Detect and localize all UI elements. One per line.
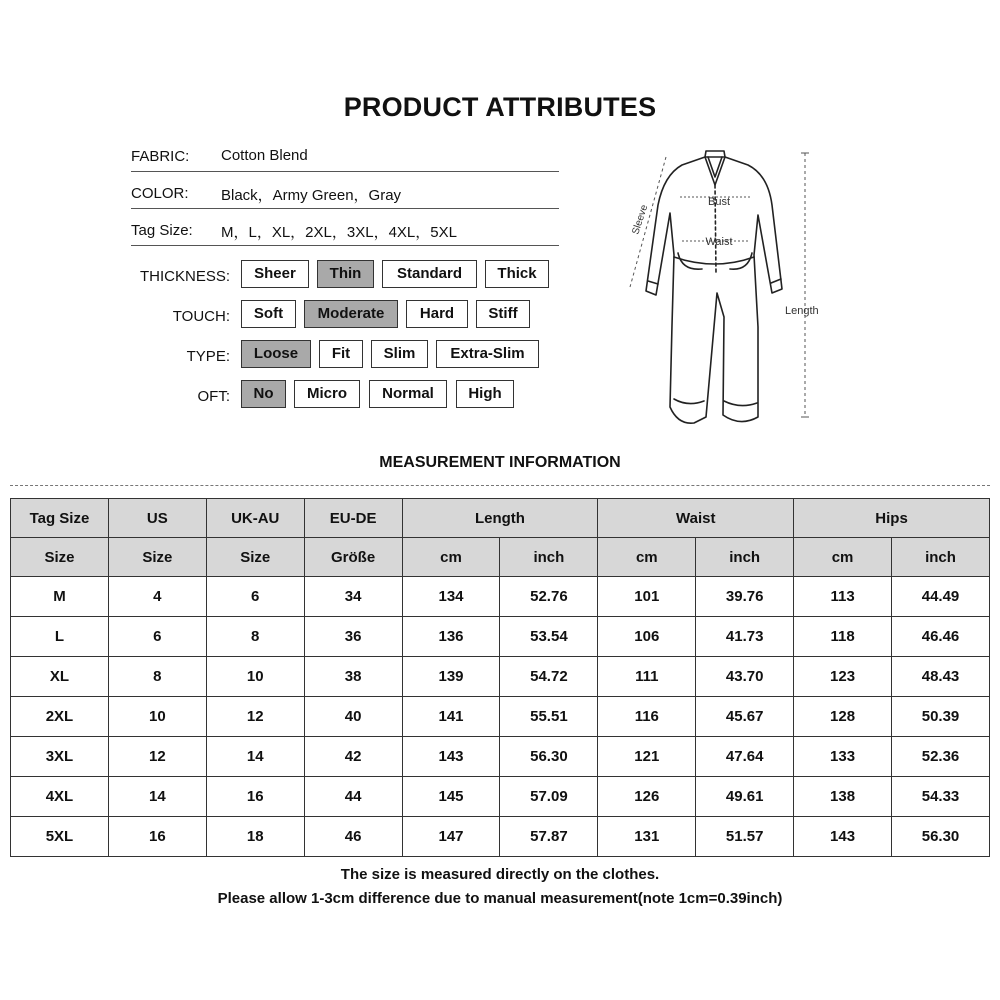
- table-subheader-cell: cm: [794, 538, 892, 577]
- table-cell: 49.61: [696, 777, 794, 817]
- table-cell: 57.87: [500, 817, 598, 857]
- table-cell: 44.49: [892, 577, 990, 617]
- table-cell: 4XL: [11, 777, 109, 817]
- table-cell: 5XL: [11, 817, 109, 857]
- table-cell: 16: [108, 817, 206, 857]
- table-subheader-cell: cm: [598, 538, 696, 577]
- table-cell: 51.57: [696, 817, 794, 857]
- bust-label: Bust: [707, 196, 731, 208]
- table-cell: 52.76: [500, 577, 598, 617]
- table-cell: 34: [304, 577, 402, 617]
- table-cell: 46: [304, 817, 402, 857]
- table-cell: 54.33: [892, 777, 990, 817]
- table-cell: 126: [598, 777, 696, 817]
- attr-value: M，L，XL，2XL，3XL，4XL，5XL: [221, 224, 457, 241]
- table-row: [11, 657, 990, 697]
- waist-label: Waist: [705, 236, 733, 248]
- note-line-2: Please allow 1-3cm difference due to manual measurement(note 1cm=0.39inch): [217, 890, 783, 907]
- table-cell: 3XL: [11, 737, 109, 777]
- table-cell: 40: [304, 697, 402, 737]
- option-moderate: Moderate: [304, 300, 398, 328]
- table-cell: M: [11, 577, 109, 617]
- table-row: [11, 617, 990, 657]
- option-fit: Fit: [319, 340, 363, 368]
- table-cell: 16: [206, 777, 304, 817]
- table-cell: 39.76: [696, 577, 794, 617]
- table-cell: 8: [108, 657, 206, 697]
- option-no: No: [241, 380, 286, 408]
- table-cell: 55.51: [500, 697, 598, 737]
- table-subheader-row: [11, 538, 990, 577]
- option-label: TOUCH:: [172, 308, 230, 325]
- option-soft: Soft: [241, 300, 296, 328]
- attr-label: Tag Size:: [131, 222, 193, 239]
- attr-row-fabric: [131, 142, 559, 172]
- table-subheader-cell: inch: [500, 538, 598, 577]
- table-header-cell: Tag Size: [11, 499, 109, 538]
- option-extra-slim: Extra-Slim: [436, 340, 539, 368]
- table-cell: 6: [108, 617, 206, 657]
- table-subheader-cell: Size: [108, 538, 206, 577]
- option-standard: Standard: [382, 260, 477, 288]
- table-header-cell: EU-DE: [304, 499, 402, 538]
- option-label: THICKNESS:: [139, 268, 230, 285]
- table-cell: 44: [304, 777, 402, 817]
- table-cell: 12: [108, 737, 206, 777]
- table-cell: 131: [598, 817, 696, 857]
- table-subheader-cell: Size: [206, 538, 304, 577]
- table-cell: 128: [794, 697, 892, 737]
- table-cell: 138: [794, 777, 892, 817]
- table-row: [11, 577, 990, 617]
- table-cell: 46.46: [892, 617, 990, 657]
- table-cell: 6: [206, 577, 304, 617]
- note-line-1: The size is measured directly on the clothes.: [340, 866, 660, 883]
- table-cell: 143: [402, 737, 500, 777]
- table-subheader-cell: Größe: [304, 538, 402, 577]
- table-cell: 47.64: [696, 737, 794, 777]
- table-cell: 43.70: [696, 657, 794, 697]
- table-cell: 139: [402, 657, 500, 697]
- table-header-cell: Length: [402, 499, 598, 538]
- table-cell: 4: [108, 577, 206, 617]
- table-cell: 10: [108, 697, 206, 737]
- option-high: High: [456, 380, 514, 408]
- table-cell: 42: [304, 737, 402, 777]
- dashed-divider: [10, 485, 990, 486]
- table-cell: 57.09: [500, 777, 598, 817]
- table-cell: 136: [402, 617, 500, 657]
- table-cell: 50.39: [892, 697, 990, 737]
- table-cell: 145: [402, 777, 500, 817]
- table-cell: 123: [794, 657, 892, 697]
- divider: [131, 245, 559, 246]
- table-cell: 52.36: [892, 737, 990, 777]
- table-cell: 113: [794, 577, 892, 617]
- table-cell: 147: [402, 817, 500, 857]
- table-cell: 45.67: [696, 697, 794, 737]
- table-cell: 118: [794, 617, 892, 657]
- option-thin: Thin: [317, 260, 374, 288]
- table-cell: 133: [794, 737, 892, 777]
- table-cell: 36: [304, 617, 402, 657]
- table-cell: L: [11, 617, 109, 657]
- option-loose: Loose: [241, 340, 311, 368]
- table-row: [11, 737, 990, 777]
- table-cell: 54.72: [500, 657, 598, 697]
- table-cell: 12: [206, 697, 304, 737]
- table-cell: 116: [598, 697, 696, 737]
- option-slim: Slim: [371, 340, 428, 368]
- jumpsuit-diagram-icon: [620, 145, 840, 435]
- table-header-cell: Hips: [794, 499, 990, 538]
- table-subheader-cell: inch: [892, 538, 990, 577]
- table-header-row: [11, 499, 990, 538]
- table-cell: 53.54: [500, 617, 598, 657]
- option-label: OFT:: [197, 388, 230, 405]
- option-hard: Hard: [406, 300, 468, 328]
- table-header-cell: UK-AU: [206, 499, 304, 538]
- table-cell: 121: [598, 737, 696, 777]
- table-cell: XL: [11, 657, 109, 697]
- table-header-cell: Waist: [598, 499, 794, 538]
- table-row: [11, 777, 990, 817]
- table-row: [11, 817, 990, 857]
- table-cell: 48.43: [892, 657, 990, 697]
- attr-value: Black，Army Green，Gray: [221, 187, 402, 204]
- table-subheader-cell: cm: [402, 538, 500, 577]
- attr-row-color: [131, 179, 559, 209]
- option-sheer: Sheer: [241, 260, 309, 288]
- table-cell: 38: [304, 657, 402, 697]
- length-label: Length: [785, 305, 819, 317]
- table-cell: 10: [206, 657, 304, 697]
- option-micro: Micro: [294, 380, 360, 408]
- table-cell: 14: [108, 777, 206, 817]
- table-cell: 141: [402, 697, 500, 737]
- table-cell: 111: [598, 657, 696, 697]
- table-cell: 143: [794, 817, 892, 857]
- attr-label: FABRIC:: [131, 148, 190, 165]
- table-cell: 106: [598, 617, 696, 657]
- attr-row-tag-size: [131, 216, 559, 246]
- option-stiff: Stiff: [476, 300, 530, 328]
- table-subheader-cell: Size: [11, 538, 109, 577]
- table-cell: 18: [206, 817, 304, 857]
- sleeve-label: Sleeve: [630, 203, 651, 236]
- divider: [131, 208, 559, 209]
- table-cell: 56.30: [500, 737, 598, 777]
- option-thick: Thick: [485, 260, 549, 288]
- divider: [131, 171, 559, 172]
- option-label: TYPE:: [186, 348, 230, 365]
- table-cell: 2XL: [11, 697, 109, 737]
- size-table: [10, 498, 990, 857]
- table-cell: 41.73: [696, 617, 794, 657]
- table-cell: 8: [206, 617, 304, 657]
- attr-label: COLOR:: [131, 185, 189, 202]
- table-subheader-cell: inch: [696, 538, 794, 577]
- table-cell: 14: [206, 737, 304, 777]
- option-normal: Normal: [369, 380, 447, 408]
- table-cell: 134: [402, 577, 500, 617]
- table-cell: 56.30: [892, 817, 990, 857]
- table-cell: 101: [598, 577, 696, 617]
- table-row: [11, 697, 990, 737]
- measurement-title: MEASUREMENT INFORMATION: [379, 454, 621, 471]
- page-title: PRODUCT ATTRIBUTES: [343, 92, 657, 122]
- attr-value: Cotton Blend: [221, 147, 308, 164]
- table-header-cell: US: [108, 499, 206, 538]
